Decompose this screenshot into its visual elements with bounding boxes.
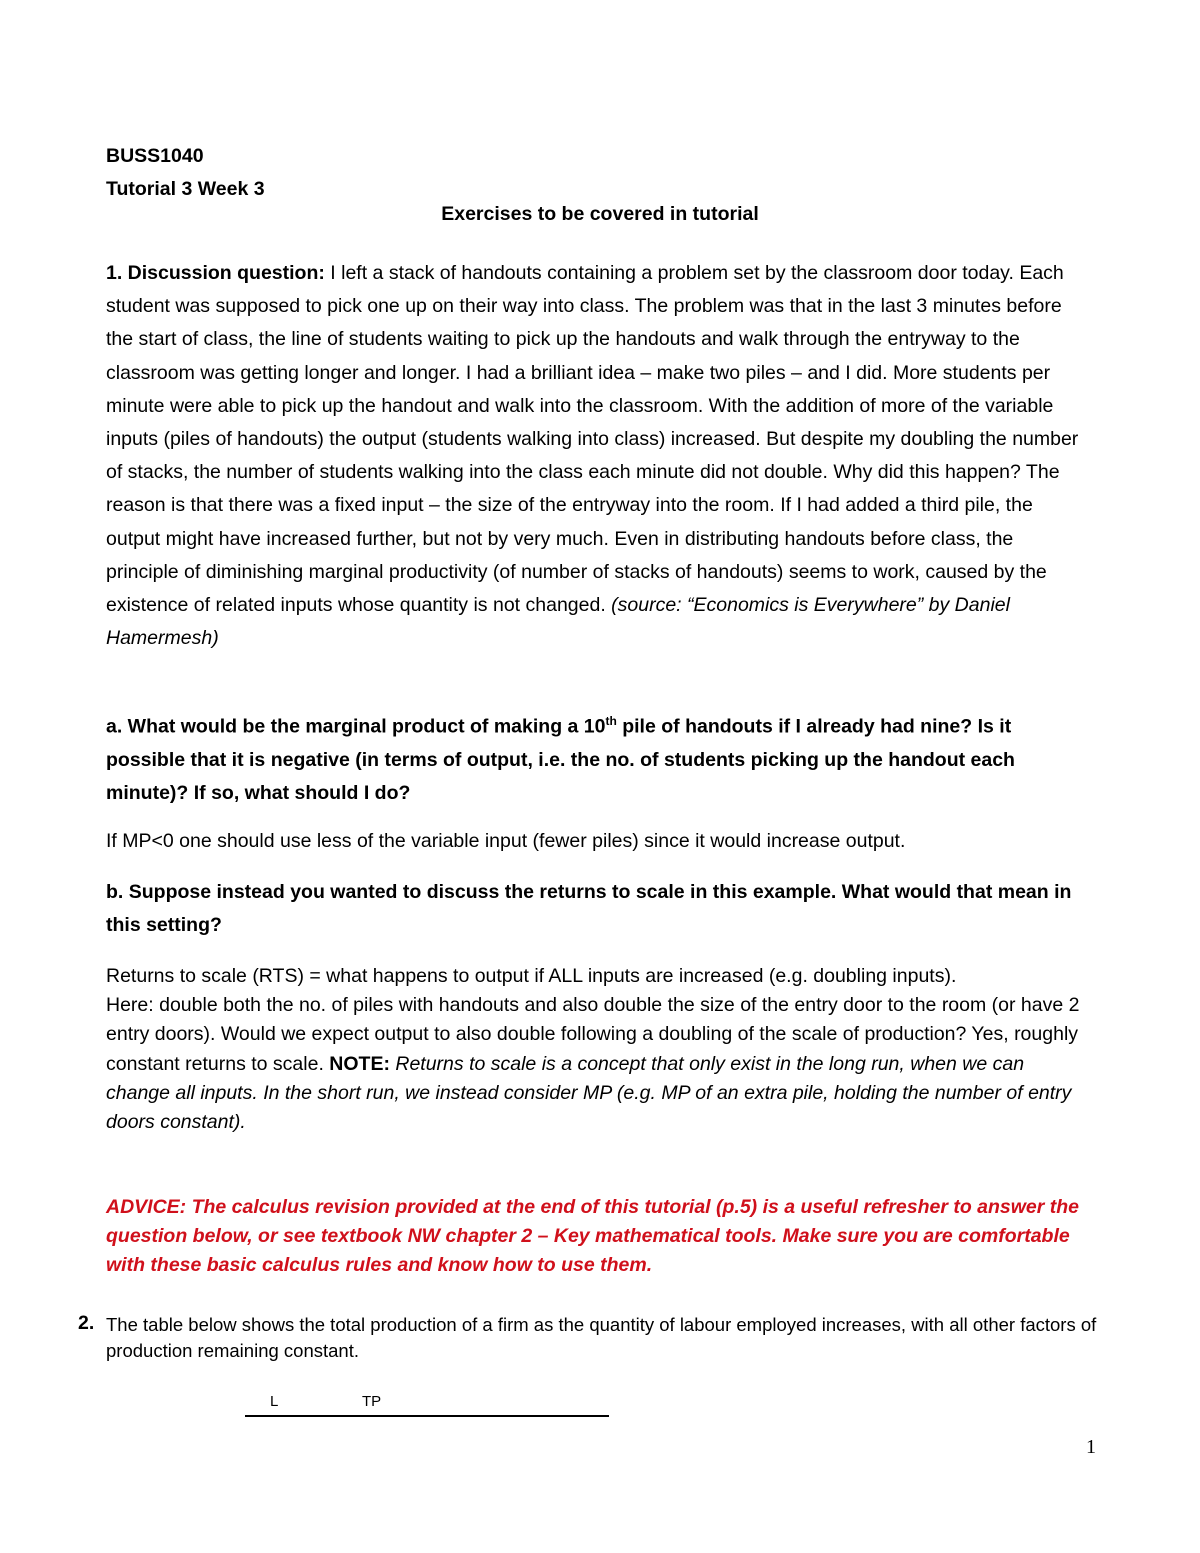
answer-a: If MP<0 one should use less of the variable input (fewer piles) since it would increase output. <box>106 830 906 852</box>
exercises-heading: Exercises to be covered in tutorial <box>441 203 759 225</box>
note-text: Returns to scale is a concept that only exist in the long run, when we can change all inputs. In the short run, we instead consider MP (e.g. MP of an extra pile, holding the number of entry doors constant). <box>106 1052 1072 1134</box>
tutorial-title: Tutorial 3 Week 3 <box>106 178 265 200</box>
question-a-start: a. What would be the marginal product of making a 10 <box>106 715 606 738</box>
answer-b-line1: Returns to scale (RTS) = what happens to output if ALL inputs are increased (e.g. doubling inputs). <box>106 965 957 987</box>
table-header-rule <box>245 1415 609 1417</box>
discussion-question <box>106 257 1091 655</box>
table-header-l: L <box>270 1393 279 1410</box>
page-number: 1 <box>1086 1436 1096 1458</box>
advice-note: ADVICE: The calculus revision provided at the end of this tutorial (p.5) is a useful refresher to answer the question below, or see textbook NW chapter 2 – Key mathematical tools. Make sure you are comfortable with these basic calculus rules and know how to use them. <box>106 1196 1080 1276</box>
question-2-text: The table below shows the total production of a firm as the quantity of labour employed increases, with all other factors of production remaining constant. <box>106 1314 1097 1361</box>
question-a-superscript: th <box>605 714 617 728</box>
question-a <box>106 705 1091 810</box>
note-label: NOTE: <box>329 1052 390 1075</box>
question-b: b. Suppose instead you wanted to discuss the returns to scale in this example. What would that mean in this setting? <box>106 881 1072 937</box>
question-a-end: pile of handouts if I already had nine? Is it possible that it is negative (in terms of output, i.e. the no. of students picking up the handout each minute)? If so, what should I do? <box>106 715 1015 804</box>
table-header-tp: TP <box>362 1393 382 1410</box>
course-code: BUSS1040 <box>106 145 204 167</box>
answer-b <box>106 962 1091 1137</box>
source-citation: (source: “Economics is Everywhere” by Daniel Hamermesh) <box>106 594 1010 650</box>
discussion-question-body: I left a stack of handouts containing a problem set by the classroom door today. Each student was supposed to pick one up on their way into class. The problem was that in the last 3 minutes before the start of class, the line of students waiting to pick up the handouts and walk through the entryway to the classroom was getting longer and longer. I had a brilliant idea – make two piles – and I did. More students per minute were able to pick up the handout and walk into the classroom. With the addition of more of the variable inputs (piles of handouts) the output (students walking into class) increased. But despite my doubling the number of stacks, the number of students walking into the class each minute did not double. Why did this happen? The reason is that there was a fixed input – the size of the entryway into the room. If I had added a third pile, the output might have increased further, but not by very much. Even in distributing handouts before class, the principle of diminishing marginal productivity (of number of stacks of handouts) seems to work, caused by the existence of related inputs whose quantity is not changed. <box>106 262 1079 617</box>
discussion-question-label: 1. Discussion question: <box>106 262 325 284</box>
answer-b-body: Here: double both the no. of piles with handouts and also double the size of the entry door to the room (or have 2 entry doors). Would we expect output to also double following a doubling of the scale of production? Yes, roughly constant returns to scale. <box>106 994 1080 1075</box>
question-2-number: 2. <box>78 1312 95 1334</box>
